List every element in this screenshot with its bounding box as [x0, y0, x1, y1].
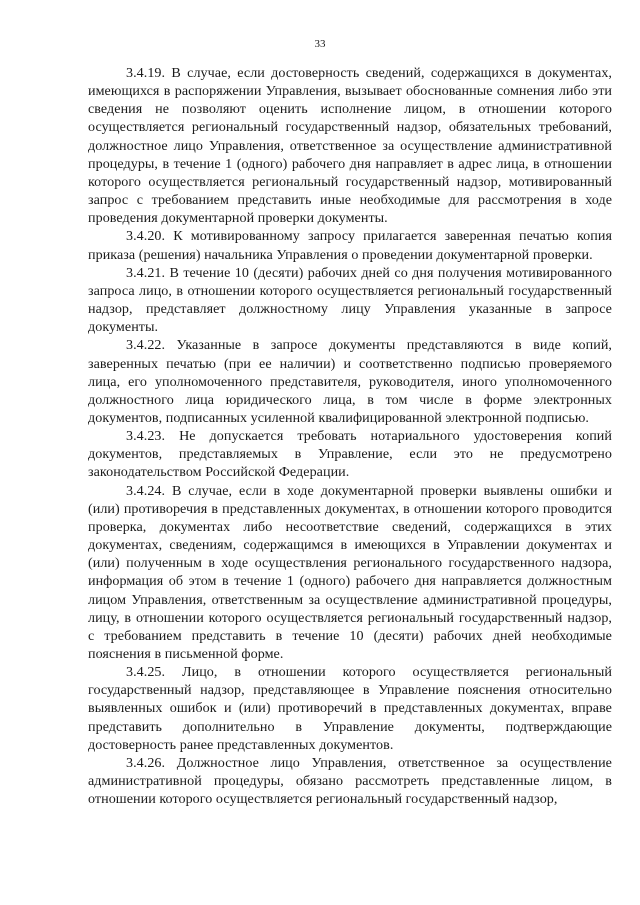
paragraph-3-4-25: 3.4.25. Лицо, в отношении которого осуществляется региональный государственный надзор, представляющее в Управление пояснения относительно выявленных ошибок и (или) противоречий в представленных документах, вправе представить дополнительно в Управление документы, подтверждающие достоверность ранее представленных документов.	[88, 664, 612, 753]
page-number: 33	[314, 38, 326, 50]
paragraph-3-4-19: 3.4.19. В случае, если достоверность сведений, содержащихся в документах, имеющихся в распоряжении Управления, вызывает обоснованные сомнения либо эти сведения не позволяют оценить исполнение лицом, в отношении которого осуществляется региональный государственный надзор, обязательных требований, должностное лицо Управления, ответственное за осуществление административной процедуры, в течение 1 (одного) рабочего дня направляет в адрес лица, в отношении которого осуществляется региональный государственный надзор, мотивированный запрос с требованием представить иные необходимые для рассмотрения в ходе проведения документарной проверки документы.	[88, 65, 612, 227]
paragraph-3-4-20: 3.4.20. К мотивированному запросу прилагается заверенная печатью копия приказа (решения) начальника Управления о проведении документарной проверки.	[88, 228, 612, 263]
paragraph-3-4-23: 3.4.23. Не допускается требовать нотариального удостоверения копий документов, представляемых в Управление, если это не предусмотрено законодательством Российской Федерации.	[88, 428, 612, 481]
paragraph-3-4-26: 3.4.26. Должностное лицо Управления, ответственное за осуществление административной процедуры, обязано рассмотреть представленные лицом, в отношении которого осуществляется региональный государственный надзор,	[88, 754, 612, 808]
paragraph-3-4-21: 3.4.21. В течение 10 (десяти) рабочих дней со дня получения мотивированного запроса лицо, в отношении которого осуществляется региональный государственный надзор, представляет должностному лицу Управления указанные в запросе документы.	[88, 264, 612, 336]
document-body	[88, 64, 612, 808]
paragraph-3-4-22: 3.4.22. Указанные в запросе документы представляются в виде копий, заверенных печатью (при ее наличии) и соответственно подписью проверяемого лица, его уполномоченного представителя, руководителя, иного уполномоченного должностного лица юридического лица, в том числе в форме электронных документов, подписанных усиленной квалифицированной электронной подписью.	[88, 337, 612, 426]
paragraph-3-4-24: 3.4.24. В случае, если в ходе документарной проверки выявлены ошибки и (или) противоречия в представленных документах, в отношении которого проводится проверка, документах либо несоответствие сведений, содержащихся в этих документах, сведениям, содержащимся в имеющихся в Управлении документах и (или) полученным в ходе осуществления регионального государственного надзора, информация об этом в течение 1 (одного) рабочего дня направляется должностным лицом Управления, ответственным за осуществление административной процедуры, лицу, в отношении которого осуществляется региональный государственный надзор, с требованием представить в течение 10 (десяти) рабочих дней необходимые пояснения в письменной форме.	[88, 482, 612, 662]
